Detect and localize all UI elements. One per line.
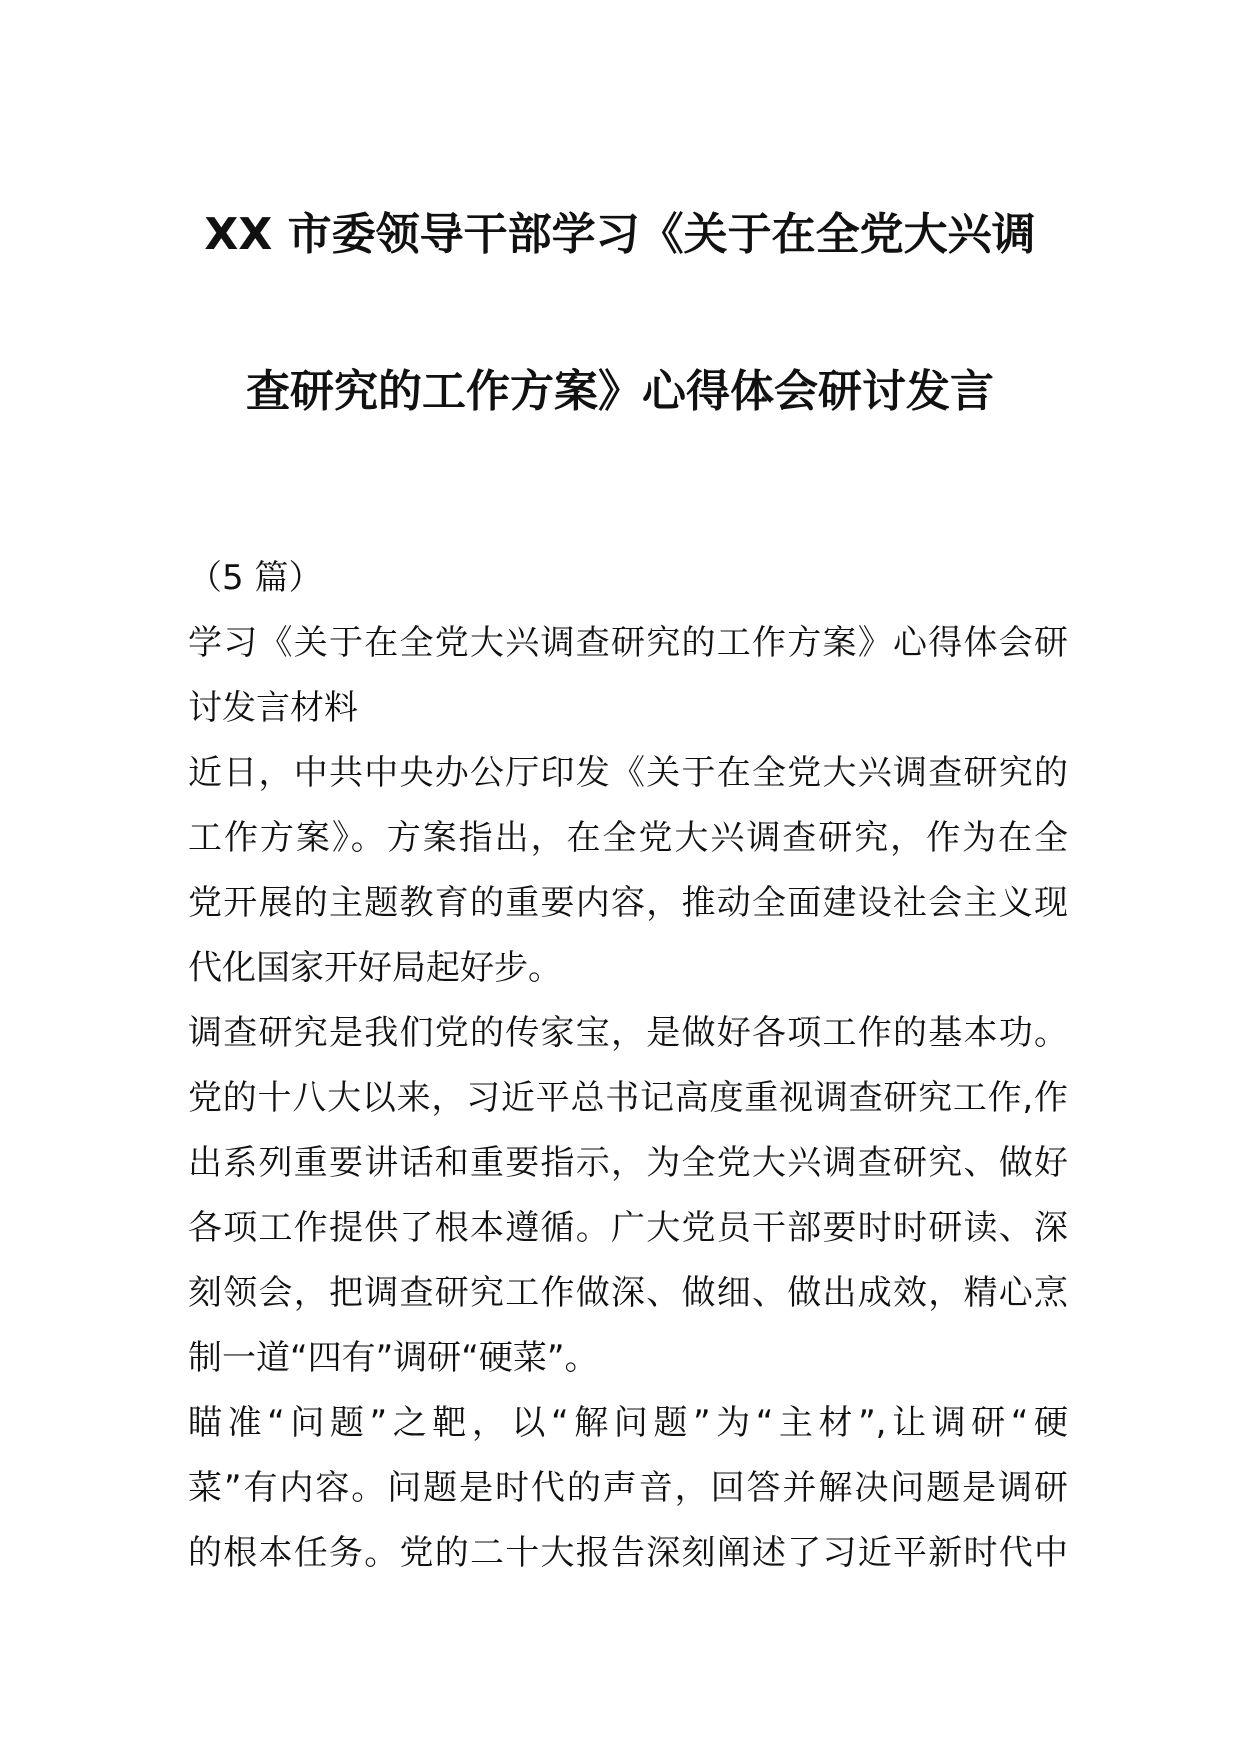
body-line: 的根本任务。党的二十大报告深刻阐述了习近平新时代中 xyxy=(188,1533,1068,1573)
body-line: 讨发言材料 xyxy=(188,688,358,728)
body-line: 近日，中共中央办公厅印发《关于在全党大兴调查研究的 xyxy=(188,753,1068,793)
body-line: 菜”有内容。问题是时代的声音，回答并解决问题是调研 xyxy=(188,1468,1068,1508)
body-line: 党开展的主题教育的重要内容，推动全面建设社会主义现 xyxy=(188,883,1068,923)
body-line: 党的十八大以来，习近平总书记高度重视调查研究工作,作 xyxy=(188,1078,1068,1118)
body-line: 代化国家开好局起好步。 xyxy=(188,948,562,988)
body-line: 刻领会，把调查研究工作做深、做细、做出成效，精心烹 xyxy=(188,1273,1068,1313)
body-line: 瞄准“问题”之靶，以“解问题”为“主材”,让调研“硬 xyxy=(188,1403,1068,1443)
document-title-line-1: XX 市委领导干部学习《关于在全党大兴调 xyxy=(204,209,1036,260)
body-line: 出系列重要讲话和重要指示，为全党大兴调查研究、做好 xyxy=(188,1143,1068,1183)
body-line: 调查研究是我们党的传家宝，是做好各项工作的基本功。 xyxy=(188,1013,1068,1053)
body-line: 学习《关于在全党大兴调查研究的工作方案》心得体会研 xyxy=(188,623,1068,663)
document-title-line-2: 查研究的工作方案》心得体会研讨发言 xyxy=(246,366,994,417)
body-line: 制一道“四有”调研“硬菜”。 xyxy=(188,1338,599,1378)
document-body xyxy=(188,546,1068,1586)
body-line: （5 篇） xyxy=(188,558,323,598)
body-line: 各项工作提供了根本遵循。广大党员干部要时时研读、深 xyxy=(188,1208,1068,1248)
body-line: 工作方案》。方案指出，在全党大兴调查研究，作为在全 xyxy=(188,818,1068,858)
